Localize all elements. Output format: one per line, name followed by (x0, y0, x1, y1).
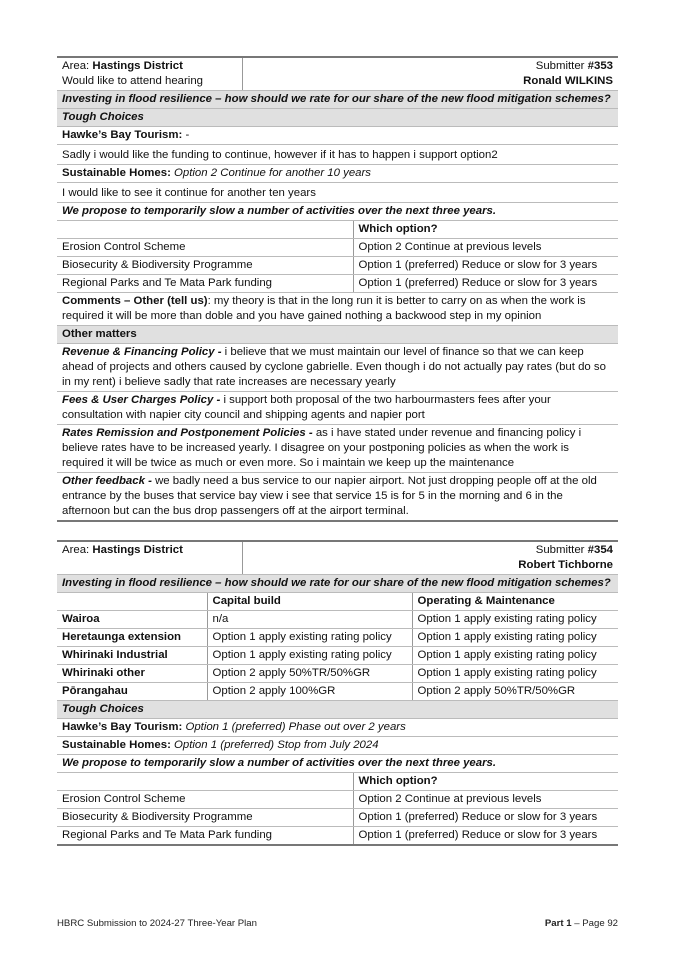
footer-title: HBRC Submission to 2024-27 Three-Year Plan (57, 918, 257, 929)
submission-354 (57, 540, 618, 846)
submitter-name: Robert Tichborne (518, 559, 613, 571)
other-feedback: Other feedback - we badly need a bus service to our napier airport. Not just dropping people off at the old entrance by the buses that service bay view i see that service 15 is for 5 in the morning and 6 in the afternoon but can the bus drop passengers off at the airport terminal. (57, 473, 618, 522)
page-footer (57, 918, 618, 929)
hbt-comment: Sadly i would like the funding to continue, however if it has to happen i support option2 (57, 145, 618, 165)
other-matters-heading: Other matters (57, 326, 618, 344)
hbt-row: Hawke’s Bay Tourism: - (57, 127, 618, 145)
area-cell: Area: Hastings District (57, 541, 242, 575)
table-row: Erosion Control Scheme Option 2 Continue at previous levels (57, 239, 618, 257)
table-row: Whirinaki Industrial Option 1 apply existing rating policy Option 1 apply existing rating policy (57, 647, 618, 665)
table-row: Whirinaki other Option 2 apply 50%TR/50%GR Option 1 apply existing rating policy (57, 665, 618, 683)
sustainable-homes-row: Sustainable Homes: Option 1 (preferred) Stop from July 2024 (57, 737, 618, 755)
slow-question: We propose to temporarily slow a number of activities over the next three years. (57, 203, 618, 221)
which-option-header: Which option? (353, 221, 618, 239)
table-row: Wairoa n/a Option 1 apply existing rating policy (57, 611, 618, 629)
flood-question: Investing in flood resilience – how should we rate for our share of the new flood mitigation schemes? (57, 575, 618, 593)
fees-policy: Fees & User Charges Policy - i support both proposal of the two harbourmasters fees after your consultation with napier city council and shipping agents and napier port (57, 392, 618, 425)
page (57, 56, 618, 864)
table-row: Regional Parks and Te Mata Park funding Option 1 (preferred) Reduce or slow for 3 years (57, 275, 618, 293)
table-row: Regional Parks and Te Mata Park funding Option 1 (preferred) Reduce or slow for 3 years (57, 827, 618, 846)
sustainable-homes-comment: I would like to see it continue for another ten years (57, 183, 618, 203)
revenue-policy: Revenue & Financing Policy - i believe that we must maintain our level of finance so that we can keep ahead of projects and others caused by cyclone gabrielle. Even though i do not actually pay rates (but do so in my rent) i believe sadly that rate increases are necessary yearly (57, 344, 618, 392)
slow-question: We propose to temporarily slow a number of activities over the next three years. (57, 755, 618, 773)
comments-row: Comments – Other (tell us): my theory is that in the long run it is better to carry on as when the work is required it will be more than doble and you have gained nothing a backwood step in my opinion (57, 293, 618, 326)
rates-policy: Rates Remission and Postponement Policies - as i have stated under revenue and financing policy i believe rates have to be increased yearly. I disagree on your postponing policies as when the work is required it will be twice as much or even more. So i maintain we keep up the maintenance (57, 425, 618, 473)
hbt-row: Hawke’s Bay Tourism: Option 1 (preferred) Phase out over 2 years (57, 719, 618, 737)
area-cell: Area: Hastings District Would like to attend hearing (57, 57, 242, 91)
sustainable-homes-row: Sustainable Homes: Option 2 Continue for another 10 years (57, 165, 618, 183)
which-option-header: Which option? (353, 773, 618, 791)
table-row: Erosion Control Scheme Option 2 Continue at previous levels (57, 791, 618, 809)
submitter-name: Ronald WILKINS (523, 75, 613, 87)
opex-header: Operating & Maintenance (412, 593, 618, 611)
table-row: Biosecurity & Biodiversity Programme Option 1 (preferred) Reduce or slow for 3 years (57, 809, 618, 827)
submitter-cell: Submitter #353 Ronald WILKINS (242, 57, 618, 91)
tough-choices-heading: Tough Choices (57, 701, 618, 719)
tough-choices-heading: Tough Choices (57, 109, 618, 127)
capital-build-header: Capital build (207, 593, 412, 611)
attend-hearing: Would like to attend hearing (62, 75, 203, 87)
submitter-cell: Submitter #354 Robert Tichborne (242, 541, 618, 575)
flood-question: Investing in flood resilience – how should we rate for our share of the new flood mitigation schemes? (57, 91, 618, 109)
table-row: Biosecurity & Biodiversity Programme Option 1 (preferred) Reduce or slow for 3 years (57, 257, 618, 275)
page-number: Part 1 – Page 92 (544, 918, 618, 929)
table-row: Heretaunga extension Option 1 apply existing rating policy Option 1 apply existing rating policy (57, 629, 618, 647)
submission-353 (57, 56, 618, 522)
table-row: Pōrangahau Option 2 apply 100%GR Option 2 apply 50%TR/50%GR (57, 683, 618, 701)
